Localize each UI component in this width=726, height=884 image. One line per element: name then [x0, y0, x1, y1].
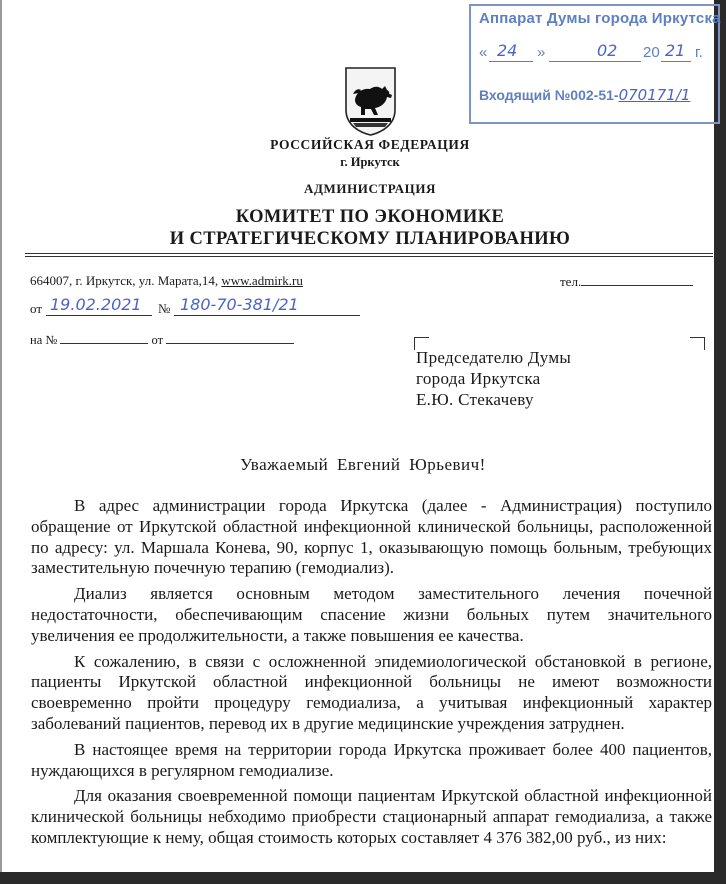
recipient-line3: Е.Ю. Стекачеву	[416, 390, 534, 409]
body-paragraph: Диализ является основным методом заместительного лечения почечной недостаточности, обеспечивающим спасение жизни больных путем значительного увеличения ее продолжительности, а также повышения ее качества.	[31, 584, 712, 645]
body-paragraph: Для оказания своевременной помощи пациентам Иркутской областной инфекционной клинической больницы небходимо приобрести стационарный аппарат гемодиализа, а также комплектующие к нему, общая стоимость которых составляет 4 376 382,00 руб., из них:	[31, 786, 712, 847]
outgoing-date-underline	[46, 315, 152, 316]
stamp-year-end: г.	[695, 44, 703, 61]
committee-title-line2: И СТРАТЕГИЧЕСКОМУ ПЛАНИРОВАНИЮ	[169, 229, 571, 249]
outgoing-date: 19.02.2021	[50, 295, 142, 314]
outgoing-date-label: от	[30, 301, 43, 316]
phone-field	[560, 273, 693, 290]
recipient-corner-right	[690, 337, 705, 350]
header-divider-thick	[25, 253, 713, 254]
address-line	[30, 273, 303, 289]
stamp-incoming-label: Входящий №002-51-	[479, 87, 619, 103]
committee-title-line1: КОМИТЕТ ПО ЭКОНОМИКЕ	[235, 207, 505, 227]
stamp-quote-open: «	[479, 44, 488, 61]
outgoing-number: 180-70-381/21	[180, 295, 299, 314]
stamp-year-prefix: 20	[643, 44, 660, 61]
header-divider-thin	[25, 256, 713, 257]
outgoing-number-underline	[174, 315, 360, 316]
scan-border-right	[714, 0, 726, 884]
country-name: РОССИЙСКАЯ ФЕДЕРАЦИЯ	[270, 137, 470, 152]
stamp-date	[479, 41, 715, 66]
incoming-registration-stamp	[469, 4, 720, 124]
body-paragraph: В адрес администрации города Иркутска (далее - Администрация) поступило обращение от Иркутской областной инфекционной клинической больницы, расположенной по адресу: ул. Маршала Конева, 90, корпус 1, оказывающую помощь больным, требующих заместительную почечную терапию (гемодиализ).	[31, 496, 712, 578]
page-edge-left	[0, 0, 2, 884]
stamp-incoming-number: 070171/1	[618, 86, 691, 104]
stamp-year: 21	[665, 41, 686, 60]
website-link[interactable]: www.admirk.ru	[221, 273, 303, 288]
body-paragraph: В настоящее время на территории города Иркутска проживает более 400 пациентов, нуждающихся в регулярном гемодиализе.	[31, 739, 712, 780]
reference-date-blank	[166, 331, 294, 344]
recipient-line1: Председателю Думы	[416, 348, 572, 367]
reference-details	[30, 331, 294, 348]
stamp-month-line	[549, 61, 641, 62]
phone-blank	[581, 273, 693, 286]
address-text: 664007, г. Иркутск, ул. Марата,14,	[30, 273, 222, 288]
irkutsk-coat-of-arms-icon	[343, 66, 398, 136]
stamp-month: 02	[597, 41, 618, 60]
recipient-line2: города Иркутска	[416, 369, 541, 388]
reference-date-label: от	[151, 333, 164, 347]
city-name: г. Иркутск	[340, 155, 400, 169]
phone-label: тел.	[560, 274, 582, 289]
recipient-block	[416, 347, 571, 410]
stamp-quote-close: »	[537, 44, 546, 61]
letter-body	[31, 496, 712, 854]
stamp-day: 24	[497, 41, 518, 60]
outgoing-details	[30, 295, 370, 319]
scan-border-bottom	[0, 872, 726, 884]
administration-title: АДМИНИСТРАЦИЯ	[303, 181, 437, 196]
salutation: Уважаемый Евгений Юрьевич!	[240, 455, 486, 474]
reference-number-blank	[60, 331, 148, 344]
stamp-day-line	[489, 61, 533, 62]
body-paragraph: К сожалению, в связи с осложненной эпидемиологической обстановкой в регионе, пациенты Иркутской областной инфекционной больницы не имеют возможности своевременно пройти процедуру гемодиализа, а учитывая инфекционный характер заболеваний пациентов, перевод их в другие медицинские учреждения затруднен.	[31, 651, 712, 733]
outgoing-number-label: №	[158, 301, 171, 316]
stamp-year-line	[661, 61, 691, 62]
stamp-incoming	[479, 86, 690, 104]
reference-number-label: на №	[30, 333, 58, 347]
stamp-title: Аппарат Думы города Иркутска	[479, 10, 721, 27]
